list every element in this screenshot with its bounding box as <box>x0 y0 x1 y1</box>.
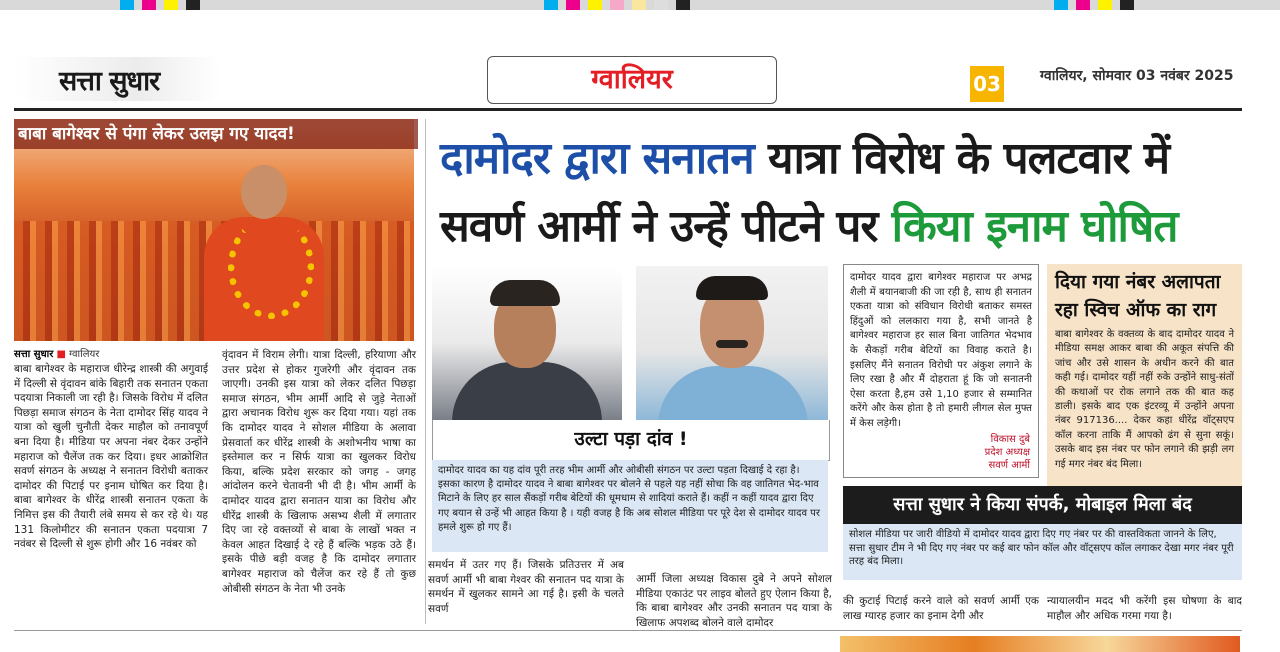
headline-part-2: यात्रा विरोध के पलटवार में <box>767 133 1170 184</box>
signature-title-1: प्रदेश अध्यक्ष <box>984 447 1030 458</box>
caption-city: ग्वालियर <box>69 349 100 360</box>
vikas-dubey-photo <box>636 266 828 420</box>
main-headline-line-1 <box>440 126 1169 186</box>
main-story-column-3: समर्थन में उतर गए हैं। जिसके प्रतिउत्तर में अब सवर्ण आर्मी भी बाबा गेश्वर की सनातन पद यात्रा के समर्थन में खुलकर सामने आ गई है। इसी के चलते सवर्ण <box>428 559 624 615</box>
left-story-column-1: बाबा बागेश्वर के महाराज धीरेन्द्र शास्त्री की अगुवाई में दिल्ली से वृंदावन बांके बिहारी तक सनातन एकता पदयात्रा निकाली जा रही है। जिसके विरोध में दलित पिछड़ा समाज संगठन के नेता दामोदर सिंह यादव ने यात्रा को खुली चुनौती देकर माहौल को तनावपूर्ण बना दिया है। मीडिया पर अपना नंबर देकर उन्होंने महाराज को चैलेंज तक कर दिया। इधर आक्रोशित सवर्ण संगठन के अध्यक्ष ने सनातन विरोधी बताकर दामोदर की पिटाई पर इनाम घोषित कर दिया है। बाबा बागेश्वर के धीरेंद्र शास्त्री सनातन एकता के निमित्त इस की तैयारी लंबे समय से कर रहे थे। यह 131 किलोमीटर की सनातन एकता पदयात्रा 7 नवंबर से दिल्ली से शुरू होगी और 16 नवंबर को <box>14 363 208 551</box>
statement-box <box>843 264 1039 478</box>
statement-continuation: की कुटाई पिटाई करने वाले को सवर्ण आर्मी एक लाख ग्यारह हजार का इनाम देगी और <box>843 595 1039 622</box>
highlighted-quote: दामोदर यादव का यह दांव पूरी तरह भीम आर्मी और ओबीसी संगठन पर उल्टा पड़ता दिखाई दे रहा है। इसका कारण है दामोदर यादव ने बाबा बागेश्वर पर बोलने से पहले यह नहीं सोचा कि वह जातिगत भेद-भाव मिटाने के लिए हर साल सैंकड़ों गरीब बेटियों की धूमधाम से शादियां कराते हैं। कहीं न कहीं यादव द्वारा दिए गए बयान से उन्हें भी आहत किया है । यही वजह है कि अब सोशल मीडिया पर पूरे देश से दामोदर यादव पर हमले शुरू हो गए हैं। <box>432 460 828 552</box>
main-headline-line-2 <box>440 194 1177 254</box>
baba-figure-graphic <box>194 159 334 341</box>
contact-story-text: सोशल मीडिया पर जारी वीडियो में दामोदर यादव द्वारा दिए गए नंबर पर की वास्तविकता जानने के लिए, सत्ता सुधार टीम ने भी दिए गए नंबर पर कई बार फोन कॉल और वॉट्सएप कॉल लगाकर देखा मगर नंबर पूरी तरह बंद मिला। <box>843 524 1242 580</box>
headline-part-4: किया इनाम घोषित <box>891 201 1178 252</box>
city-edition-box <box>487 56 777 104</box>
side-story-text: बाबा बागेश्वर के वक्तव्य के बाद दामोदर यादव ने मीडिया समक्ष आकर बाबा की अकूत संपत्ति की जांच और उसे शासन के अधीन करने की बात कही गई। दामोदर यहीं नहीं रुके उन्होंने साधु-संतों की कथाओं पर रोक लगाने तक की बात कह डाली। इसके बाद एक इंटरव्यू में उन्होंने अपना नंबर 917136.... देकर कहा धीरेंद्र वॉट्सएप कॉल करना ताकि मैं आपको ढंग से सुना सकूं। उसके बाद इस नंबर पर फोन लगाने की झड़ी लग गई मगर नंबर बंद मिला। <box>1055 329 1234 470</box>
masthead-rule <box>14 108 1242 111</box>
newspaper-logo <box>15 57 220 101</box>
headline-part-1: दामोदर द्वारा सनातन <box>440 133 754 184</box>
column-divider <box>425 119 426 624</box>
damodar-yadav-photo <box>432 266 622 420</box>
newspaper-logo-text: सत्ता सुधार <box>59 66 160 97</box>
subhead-title: उल्टा पड़ा दांव ! <box>574 428 688 450</box>
main-story-column-4: आर्मी जिला अध्यक्ष विकास दुबे ने अपने सोशल मीडिया एकाउंट पर लाइव बोलते हुए ऐलान किया है, कि बाबा बागेश्वर और उनकी सनातन पद यात्रा के खिलाफ अपशब्द बोलने वाले दामोदर <box>636 573 832 629</box>
page-number: 03 <box>970 66 1004 102</box>
photo-caption: सत्ता सुधार ■ ग्वालियर <box>14 349 100 360</box>
statement-text: दामोदर यादव द्वारा बागेश्वर महाराज पर अभद्र शैली में बयानबाजी की जा रही है, साथ ही सनातन एकता यात्रा को संविधान विरोधी बताकर समस्त हिंदुओं को ललकारा गया है, सभी जानते है बागेश्वर महाराज हर साल बिना जातिगत भेदभाव के सैकड़ों गरीब बेटियों का विवाह कराते है। इसलिए मैंने सनातन विरोधी पर अंकुश लगाने के लिए रखा है और मैं दोहराता हूं कि जो सनातनी ऐसा करता है,हम उसे 1,10 हजार से सम्मानित करेंगे और केस होता है तो हमारी लीगल सेल मुफ्त में केस लड़ेगी। <box>850 272 1032 429</box>
side-story-box <box>1047 264 1242 492</box>
side-story-title: दिया गया नंबर अलापता रहा स्विच ऑफ का राग <box>1055 271 1221 321</box>
subhead-box <box>432 420 830 461</box>
contact-story-header <box>843 486 1242 524</box>
dateline: ग्वालियर, सोमवार 03 नवंबर 2025 <box>1040 68 1234 84</box>
signature-title-2: सवर्ण आर्मी <box>988 460 1030 471</box>
bottom-ad-strip <box>840 636 1240 652</box>
print-registration-strip <box>0 0 1280 10</box>
city-edition-label: ग्वालियर <box>591 64 673 95</box>
photo-banner-headline: बाबा बागेश्वर से पंगा लेकर उलझ गए यादव! <box>14 119 418 149</box>
caption-source: सत्ता सुधार <box>14 349 54 360</box>
statement-signature <box>985 433 1030 472</box>
signature-name: विकास दुबे <box>990 434 1030 445</box>
side-story-continuation: न्यायालयीन मदद भी करेंगी इस घोषणा के बाद माहौल और अधिक गरमा गया है। <box>1047 595 1242 622</box>
baba-bageshwar-photo <box>14 119 414 341</box>
headline-part-3: सवर्ण आर्मी ने उन्हें पीटने पर <box>440 201 878 252</box>
left-story-column-2: वृंदावन में विराम लेगी। यात्रा दिल्ली, हरियाणा और उत्तर प्रदेश से होकर गुजरेगी और वृंदावन तक जाएगी। उनकी इस यात्रा को लेकर दलित पिछड़ा समाज संगठन, भीम आर्मी आदि से जुड़े नेताओं द्वारा अचानक विरोध शुरू कर दिया गया। यहां तक कि दामोदर यादव ने सोशल मीडिया के अलावा प्रेसवार्ता कर धीरेंद्र शास्त्री के अशोभनीय भाषा का इस्तेमाल कर न सिर्फ यात्रा का खुलकर विरोध किया, बल्कि प्रदेश सरकार को जगह - जगह आंदोलन करने चेतावनी भी दी है। भीम आर्मी के दामोदर यादव द्वारा सनातन यात्रा का विरोध और धीरेंद्र शास्त्री के खिलाफ असभ्य शैली में लगातार दिए जा रहे वक्तव्यों से बाबा के लाखों भक्त न केवल आहत दिखाई दे रहे हैं बल्कि भड़क उठे हैं। इसके पीछे बड़ी वजह है कि दामोदर लगातार बागेश्वर महाराज को चैलेंज कर रहे हैं तो कुछ ओबीसी संगठन के नेता भी उनके <box>222 349 416 595</box>
contact-story-title: सत्ता सुधार ने किया संपर्क, मोबाइल मिला बंद <box>893 494 1192 515</box>
bottom-rule <box>14 630 1242 631</box>
